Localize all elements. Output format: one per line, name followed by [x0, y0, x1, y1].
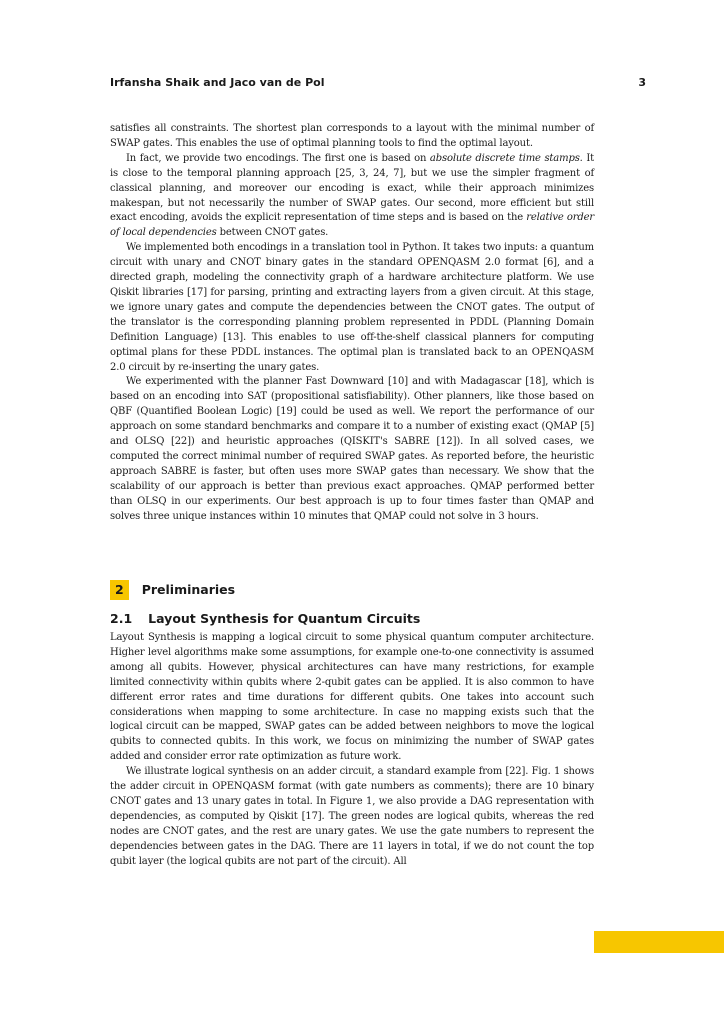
footer-accent-bar: [594, 931, 724, 953]
subsection-heading: [110, 610, 594, 628]
intro-paragraph-1: satisfies all constraints. The shortest plan corresponds to a layout with the minimal number of SWAP gates. This enables the use of optimal planning tools to find the optimal layout.: [110, 123, 594, 149]
intro-paragraph-2-emphasis-2: relative order of local dependencies: [110, 212, 595, 239]
intro-paragraph-2-text-c: between CNOT gates.: [216, 227, 329, 239]
intro-paragraph-4: We experimented with the planner Fast Downward [10] and with Madagascar [18], which is based on an encoding into SAT (propositional satisfiability). Other planners, like those based on QBF (Quantified Boolean Logic) [19] could be used as well. We report the performance of our approach on some standard benchmarks and compare it to a number of existing exact (QMAP [5] and OLSQ [22]) and heuristic approaches (QISKIT's SABRE [12]). In all solved cases, we computed the correct minimal number of required SWAP gates. As reported before, the heuristic approach SABRE is faster, but often uses more SWAP gates than necessary. We show that the scalability of our approach is better than previous exact approaches. QMAP performed better than OLSQ in our experiments. Our best approach is up to four times faster than QMAP and solves three unique instances within 10 minutes that QMAP could not solve in 3 hours.: [110, 376, 594, 522]
subsection-number: 2.1: [110, 611, 133, 626]
section-heading: [110, 580, 594, 600]
intro-paragraph-3: We implemented both encodings in a translation tool in Python. It takes two inputs: a quantum circuit with unary and CNOT binary gates in the standard OPENQASM 2.0 format [6], and a directed graph, modeling the connectivity graph of a hardware architecture platform. We use Qiskit libraries [17] for parsing, printing and extracting layers from a given circuit. At this stage, we ignore unary gates and compute the dependencies between the CNOT gates. The output of the translator is the corresponding planning problem represented in PDDL (Planning Domain Definition Language) [13]. This enables to use off-the-shelf classical planners for computing optimal plans for these PDDL instances. The optimal plan is translated back to an OPENQASM 2.0 circuit by re-inserting the unary gates.: [110, 242, 594, 373]
page-number: 3: [638, 76, 646, 89]
section-title: Preliminaries: [141, 582, 236, 597]
intro-paragraph-2-emphasis-1: absolute discrete time stamps: [429, 152, 580, 164]
intro-text: [110, 122, 594, 524]
intro-paragraph-2-text-a: In fact, we provide two encodings. The first one is based on: [126, 152, 430, 164]
section-number-badge: 2: [110, 580, 129, 600]
running-head: [110, 76, 646, 89]
subsection-title: Layout Synthesis for Quantum Circuits: [148, 611, 421, 626]
layout-synthesis-text: [110, 631, 594, 870]
intro-paragraph-2: [110, 152, 594, 241]
layout-synthesis-paragraph-2: We illustrate logical synthesis on an adder circuit, a standard example from [22]. Fig. 1 shows the adder circuit in OPENQASM format (with gate numbers as comments); there are 10 binary CNOT gates and 13 unary gates in total. In Figure 1, we also provide a DAG representation with dependencies, as computed by Qiskit [17]. The green nodes are logical qubits, whereas the red nodes are CNOT gates, and the rest are unary gates. We use the gate numbers to represent the dependencies between gates in the DAG. There are 11 layers in total, if we do not count the top qubit layer (the logical qubits are not part of the circuit). All: [110, 766, 594, 867]
running-head-authors: Irfansha Shaik and Jaco van de Pol: [110, 76, 325, 89]
layout-synthesis-paragraph-1: Layout Synthesis is mapping a logical circuit to some physical quantum computer architecture. Higher level algorithms make some assumptions, for example one-to-one connectivity is assumed among all qubits. However, physical architectures can have many restrictions, for example limited connectivity within qubits where 2-qubit gates can be applied. It is also common to have different error rates and time durations for different qubits. One takes into account such considerations when mapping to some architecture. In case no mapping exists such that the logical circuit can be mapped, SWAP gates can be added between neighbors to move the logical qubits to connected qubits. In this work, we focus on minimizing the number of SWAP gates added and consider error rate optimization as future work.: [110, 632, 594, 763]
intro-paragraph-2-text-b: . It is close to the temporal planning approach [25, 3, 24, 7], but we use the simpler fragment of classical planning, and moreover our encoding is exact, while their approach minimizes makespan, but not necessarily the number of SWAP gates. Our second, more efficient but still exact encoding, avoids the explicit representation of time steps and is based on the: [110, 152, 594, 224]
